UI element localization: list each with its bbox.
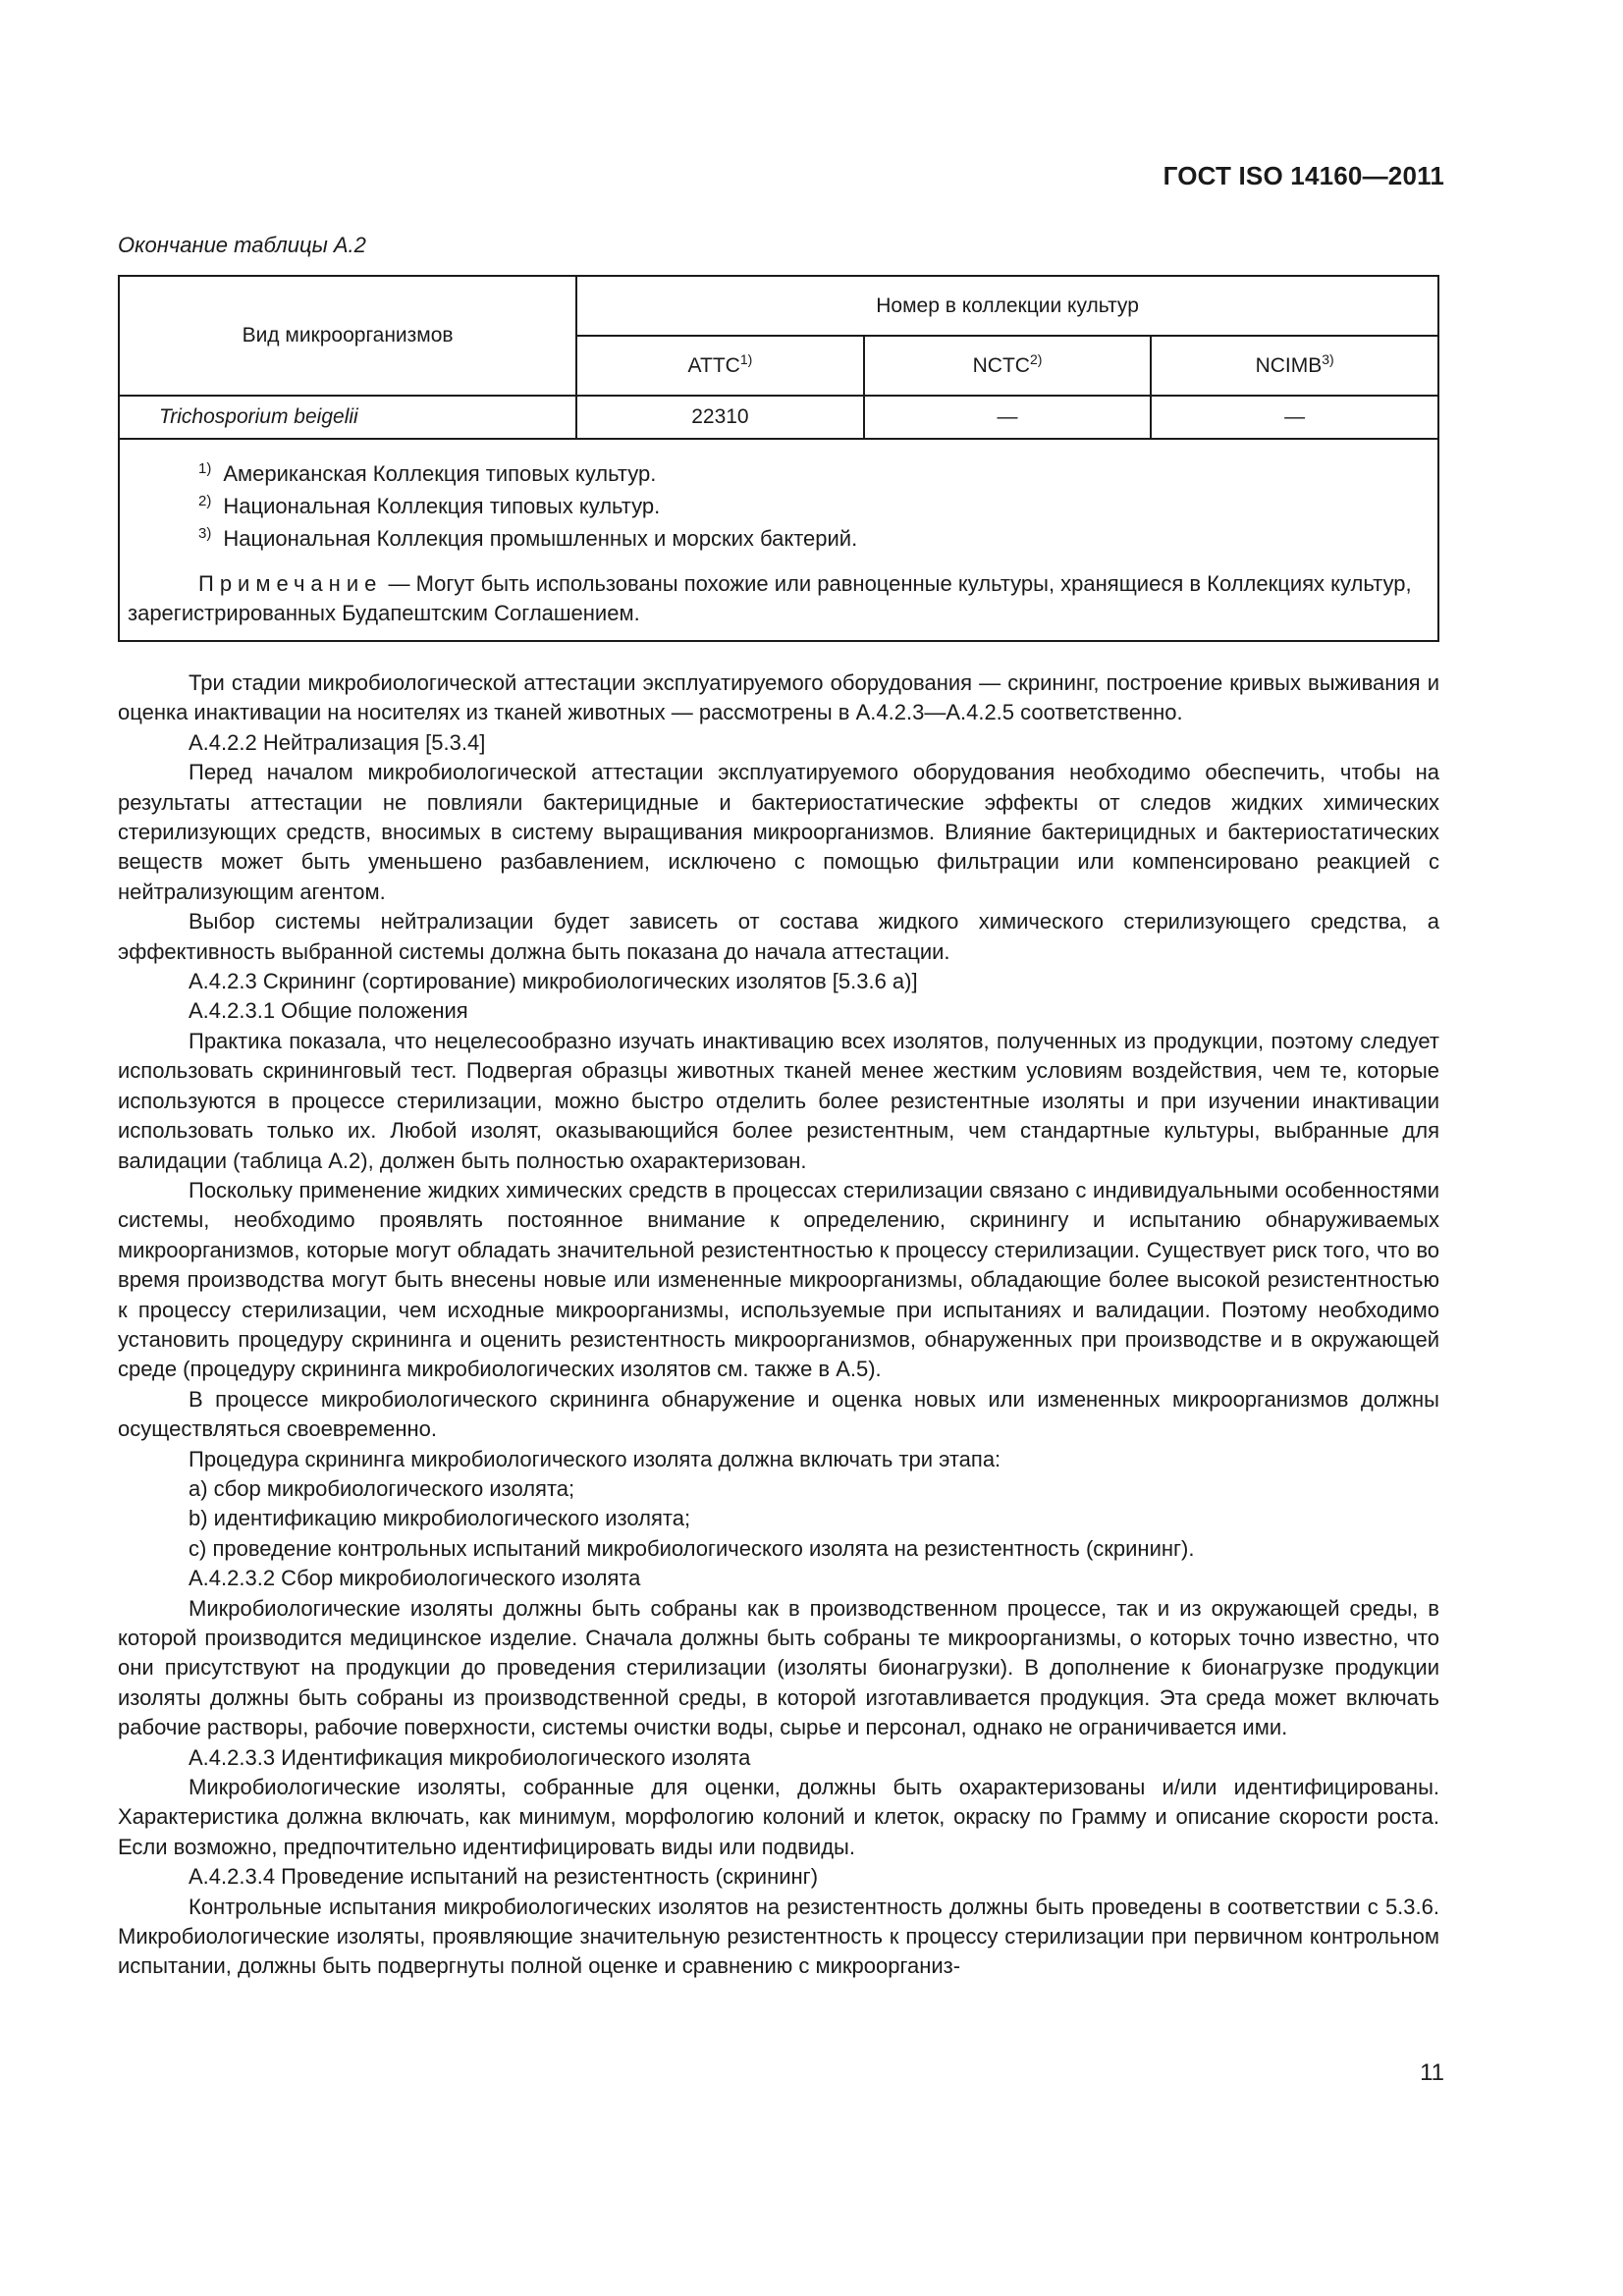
column-header-ncimb: NCIMB$^{3)}$ [1151, 336, 1438, 396]
table-notes [119, 439, 1438, 641]
table-note [128, 569, 1426, 628]
note-label: Примечание [198, 571, 383, 596]
value-cell-ncimb: — [1151, 396, 1438, 439]
section-heading: А.4.2.3.1 Общие положения [189, 998, 468, 1024]
paragraph: Три стадии микробиологической аттестации эксплуатируемого оборудования — скрининг, построение кривых выживания и оценка инактивации на носителях из тканей животных — рассмотрены в А.4.2.3—А.4.2.5 соответственно. [118, 670, 1439, 725]
page-number: 11 [1420, 2059, 1444, 2086]
list-item: c) проведение контрольных испытаний микробиологического изолята на резистентность (скрининг). [189, 1535, 1195, 1561]
paragraph: Контрольные испытания микробиологических изолятов на резистентность должны быть проведены в соответствии с 5.3.6. Микробиологические изоляты, проявляющие значительную резистентность к процессу стерилизации при первичном контрольном испытании, должны быть подвергнуты полной оценке и сравнению с микроорганиз- [118, 1894, 1439, 1979]
culture-table [118, 275, 1439, 642]
paragraph: Процедура скрининга микробиологического изолята должна включать три этапа: [189, 1446, 1001, 1471]
paragraph: Микробиологические изоляты, собранные для оценки, должны быть охарактеризованы и/или идентифицированы. Характеристика должна включать, как минимум, морфологию колоний и клеток, окраску по Грамму и описание скорости роста. Если возможно, предпочтительно идентифицировать виды или подвиды. [118, 1775, 1439, 1859]
footnote: $^{1)}$ Американская Коллекция типовых культур. [198, 459, 657, 486]
footnote: $^{2)}$ Национальная Коллекция типовых культур. [198, 492, 661, 518]
table-row [119, 396, 1438, 439]
section-heading: А.4.2.3.3 Идентификация микробиологического изолята [189, 1744, 751, 1770]
paragraph: В процессе микробиологического скрининга обнаружение и оценка новых или измененных микроорганизмов должны осуществляться своевременно. [118, 1386, 1439, 1442]
value-cell-nctc: — [864, 396, 1152, 439]
table-caption: Окончание таблицы А.2 [118, 233, 366, 257]
paragraph: Перед началом микробиологической аттестации эксплуатируемого оборудования необходимо обеспечить, чтобы на результаты аттестации не повлияли бактерицидные и бактериостатические эффекты от следов жидких химических стерилизующих средств, вносимых в систему выращивания микроорганизмов. Влияние бактерицидных и бактериостатических веществ может быть уменьшено разбавлением, исключено с помощью фильтрации или компенсировано реакцией с нейтрализующим агентом. [118, 760, 1439, 904]
paragraph: Выбор системы нейтрализации будет зависеть от состава жидкого химического стерилизующего средства, а эффективность выбранной системы должна быть показана до начала аттестации. [118, 909, 1439, 964]
footnote: $^{3)}$ Национальная Коллекция промышленных и морских бактерий. [198, 524, 858, 551]
species-cell: Trichosporium beigelii [119, 396, 576, 439]
body-text [118, 668, 1439, 1982]
list-item: b) идентификацию микробиологического изолята; [189, 1506, 691, 1531]
section-heading: А.4.2.3 Скрининг (сортирование) микробиологических изолятов [5.3.6 а)] [189, 969, 918, 994]
note-text: — Могут быть использованы похожие или равноценные культуры, хранящиеся в Коллекциях культур, зарегистрированных Будапештским Соглашением. [128, 571, 1412, 625]
document-id: ГОСТ ISO 14160—2011 [1163, 161, 1444, 190]
value-cell-attc: 22310 [576, 396, 864, 439]
section-heading: А.4.2.2 Нейтрализация [5.3.4] [189, 729, 486, 755]
list-item: a) сбор микробиологического изолята; [189, 1475, 575, 1501]
section-heading: А.4.2.3.2 Сбор микробиологического изолята [189, 1566, 641, 1591]
paragraph: Практика показала, что нецелесообразно изучать инактивацию всех изолятов, полученных из продукции, поэтому следует использовать скрининговый тест. Подвергая образцы животных тканей менее жестким условиям воздействия, чем те, которые используются в процессе стерилизации, можно быстро отделить более резистентные изоляты и при изучении инактивации использовать только их. Любой изолят, оказывающийся более резистентным, чем стандартные культуры, выбранные для валидации (таблица А.2), должен быть полностью охарактеризован. [118, 1028, 1439, 1173]
species-header: Вид микроорганизмов [119, 276, 576, 396]
paragraph: Поскольку применение жидких химических средств в процессах стерилизации связано с индивидуальными особенностями системы, необходимо проявлять постоянное внимание к определению, скринингу и испытанию обнаруживаемых микроорганизмов, которые могут обладать значительной резистентностью к процессу стерилизации. Существует риск того, что во время производства могут быть внесены новые или измененные микроорганизмы, обладающие более высокой резистентностью к процессу стерилизации, чем исходные микроорганизмы, используемые при испытаниях и валидации. Поэтому необходимо установить процедуру скрининга и оценить резистентность микроорганизмов, обнаруженных при производстве и в окружающей среде (процедуру скрининга микробиологических изолятов см. также в А.5). [118, 1177, 1439, 1382]
section-heading: А.4.2.3.4 Проведение испытаний на резистентность (скрининг) [189, 1864, 819, 1890]
collection-group-header: Номер в коллекции культур [576, 276, 1438, 336]
column-header-attc: ATTC$^{1)}$ [576, 336, 864, 396]
column-header-nctc: NCTC$^{2)}$ [864, 336, 1152, 396]
paragraph: Микробиологические изоляты должны быть собраны как в производственном процессе, так и из окружающей среды, в которой производится медицинское изделие. Сначала должны быть собраны те микроорганизмы, о которых точно известно, что они присутствуют на продукции до проведения стерилизации (изоляты бионагрузки). В дополнение к бионагрузке продукции изоляты должны быть собраны из производственной среды, в которой изготавливается продукция. Эта среда может включать рабочие растворы, рабочие поверхности, системы очистки воды, сырье и персонал, однако не ограничивается ими. [118, 1595, 1439, 1740]
